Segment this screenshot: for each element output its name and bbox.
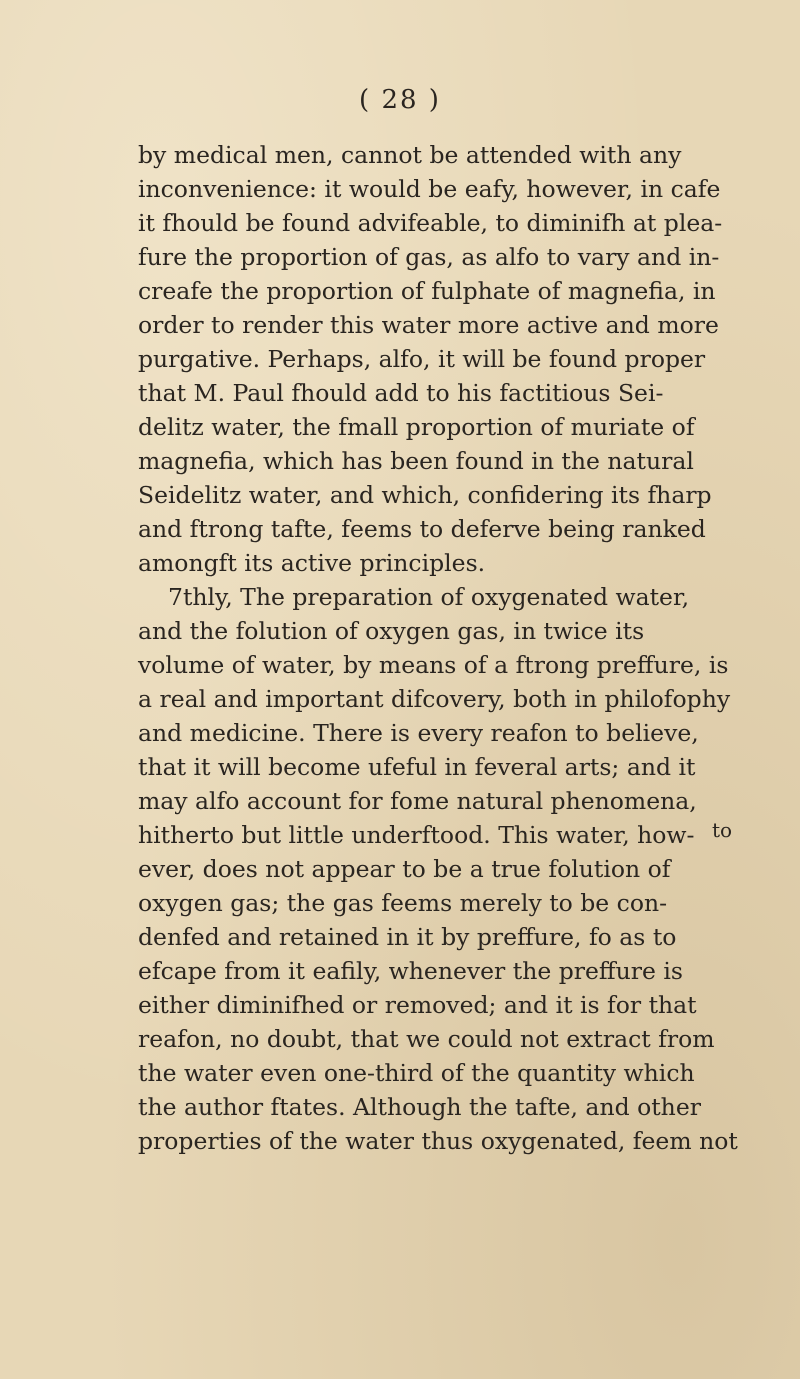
text-line: and medicine. There is every reafon to believe, bbox=[138, 719, 699, 747]
text-line: hitherto but little underftood. This water, how- bbox=[138, 821, 695, 849]
text-line: reafon, no doubt, that we could not extract from bbox=[138, 1025, 715, 1053]
text-line: it fhould be found advifeable, to diminifh at plea- bbox=[138, 209, 723, 237]
text-line: volume of water, by means of a ftrong preffure, is bbox=[138, 651, 729, 679]
text-line: the water even one-third of the quantity which bbox=[138, 1059, 695, 1087]
text-line: the author ftates. Although the tafte, and other bbox=[138, 1093, 701, 1121]
text-line: efcape from it eafily, whenever the preffure is bbox=[138, 957, 683, 985]
body-text bbox=[138, 138, 798, 1158]
paragraph-start-line: 7thly, The preparation of oxygenated water, bbox=[168, 583, 690, 611]
text-line: and the folution of oxygen gas, in twice its bbox=[138, 617, 645, 645]
text-line: oxygen gas; the gas feems merely to be con- bbox=[138, 889, 668, 917]
text-line: may alfo account for fome natural phenomena, bbox=[138, 787, 697, 815]
page-number: ( 28 ) bbox=[359, 85, 441, 115]
text-line: and ftrong tafte, feems to deferve being ranked bbox=[138, 515, 706, 543]
text-line: that M. Paul fhould add to his factitious Sei- bbox=[138, 379, 664, 407]
text-line: order to render this water more active and more bbox=[138, 311, 719, 339]
catchword: to bbox=[712, 818, 733, 842]
text-line: ever, does not appear to be a true folution of bbox=[138, 855, 671, 883]
text-line: a real and important difcovery, both in philofophy bbox=[138, 685, 731, 713]
text-line: magnefia, which has been found in the natural bbox=[138, 447, 694, 475]
text-line: inconvenience: it would be eafy, however, in cafe bbox=[138, 175, 721, 203]
text-line: fure the proportion of gas, as alfo to vary and in- bbox=[138, 243, 720, 271]
text-line: Seidelitz water, and which, confidering its fharp bbox=[138, 481, 712, 509]
text-line: either diminifhed or removed; and it is for that bbox=[138, 991, 697, 1019]
text-line: properties of the water thus oxygenated, feem not bbox=[138, 1127, 738, 1155]
text-line: creafe the proportion of fulphate of magnefia, in bbox=[138, 277, 716, 305]
text-line: delitz water, the fmall proportion of muriate of bbox=[138, 413, 695, 441]
text-line: by medical men, cannot be attended with any bbox=[138, 141, 682, 169]
text-line: amongft its active principles. bbox=[138, 549, 486, 577]
text-line: purgative. Perhaps, alfo, it will be found proper bbox=[138, 345, 706, 373]
text-line: denfed and retained in it by preffure, fo as to bbox=[138, 923, 677, 951]
text-line: that it will become ufeful in feveral arts; and it bbox=[138, 753, 696, 781]
